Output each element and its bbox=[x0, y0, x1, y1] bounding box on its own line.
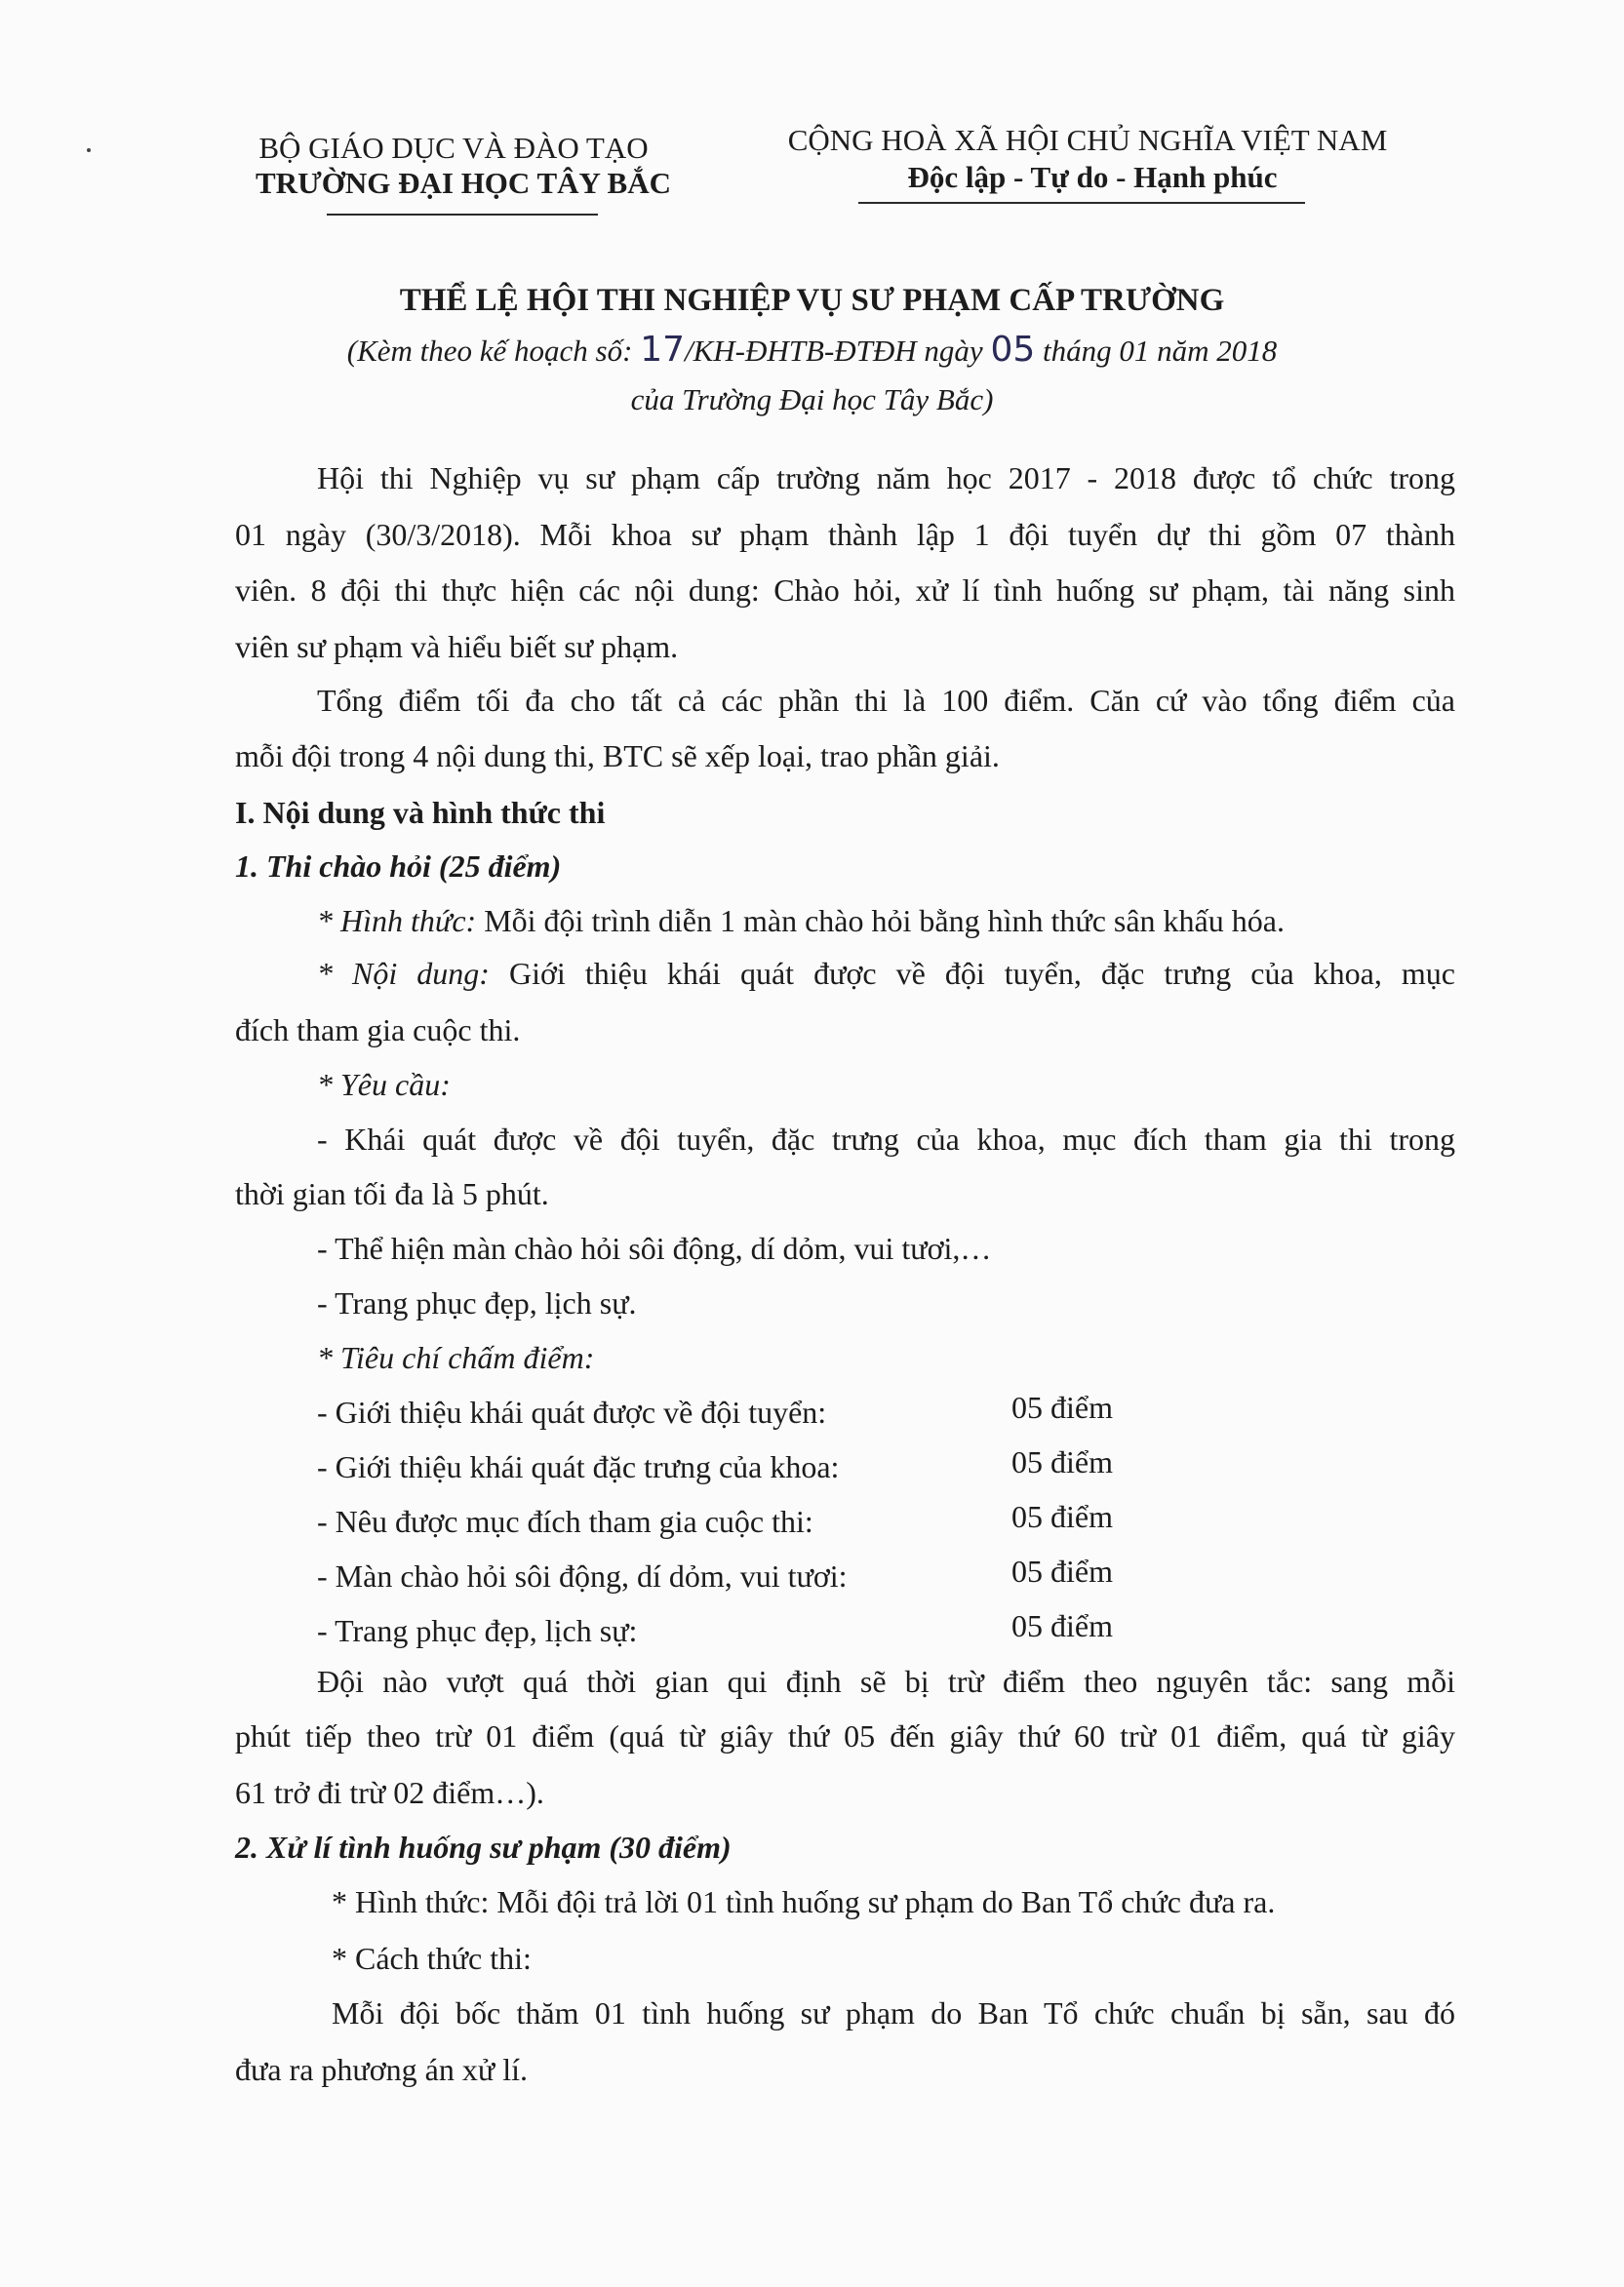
national-motto: Độc lập - Tự do - Hạnh phúc bbox=[907, 160, 1278, 194]
intro-line: viên sư phạm và hiểu biết sư phạm. bbox=[235, 629, 679, 664]
content-text: Giới thiệu khái quát được về đội tuyển, đặc trưng của khoa, mục bbox=[489, 956, 1455, 991]
criterion-score: 05 điểm bbox=[1011, 1608, 1113, 1643]
requirement-item: - Khái quát được về đội tuyển, đặc trưng của khoa, mục đích tham gia thi trong bbox=[317, 1122, 1455, 1157]
part1-content bbox=[317, 956, 1455, 992]
form-text: Mỗi đội trình diễn 1 màn chào hỏi bằng hình thức sân khấu hóa. bbox=[476, 903, 1285, 938]
document-title: THỂ LỆ HỘI THI NGHIỆP VỤ SƯ PHẠM CẤP TRƯỜNG bbox=[399, 283, 1225, 318]
criterion-score: 05 điểm bbox=[1011, 1390, 1113, 1425]
document-subtitle bbox=[234, 330, 1390, 370]
criterion-label: - Màn chào hỏi sôi động, dí dỏm, vui tươi: bbox=[317, 1558, 848, 1594]
requirement-item: - Trang phục đẹp, lịch sự. bbox=[317, 1285, 637, 1321]
intro-line: Tổng điểm tối đa cho tất cả các phần thi là 100 điểm. Căn cứ vào tổng điểm của bbox=[317, 683, 1455, 718]
header-right-underline bbox=[858, 202, 1305, 204]
criterion-label: - Trang phục đẹp, lịch sự: bbox=[317, 1613, 638, 1648]
part2-text: Mỗi đội bốc thăm 01 tình huống sư phạm do Ban Tổ chức chuẩn bị sẵn, sau đó bbox=[332, 1995, 1455, 2031]
intro-line: Hội thi Nghiệp vụ sư phạm cấp trường năm học 2017 - 2018 được tổ chức trong bbox=[317, 460, 1455, 495]
penalty-text: phút tiếp theo trừ 01 điểm (quá từ giây thứ 05 đến giây thứ 60 trừ 01 điểm, quá từ giây bbox=[235, 1718, 1455, 1754]
section-heading: I. Nội dung và hình thức thi bbox=[235, 795, 606, 830]
republic-name: CỘNG HOÀ XÃ HỘI CHỦ NGHĨA VIỆT NAM bbox=[787, 123, 1388, 157]
part1-heading: 1. Thi chào hỏi (25 điểm) bbox=[235, 848, 562, 884]
university-name: TRƯỜNG ĐẠI HỌC TÂY BẮC bbox=[256, 166, 671, 200]
header-left-underline bbox=[327, 214, 598, 216]
scan-speck bbox=[87, 148, 91, 152]
requirements-label: * Yêu cầu: bbox=[317, 1067, 451, 1102]
part1-form bbox=[317, 903, 1285, 939]
intro-line: mỗi đội trong 4 nội dung thi, BTC sẽ xếp loại, trao phần giải. bbox=[235, 738, 1000, 773]
criterion-score: 05 điểm bbox=[1011, 1554, 1113, 1589]
penalty-text: 61 trở đi trừ 02 điểm…). bbox=[235, 1775, 544, 1810]
penalty-text: Đội nào vượt quá thời gian qui định sẽ bị trừ điểm theo nguyên tắc: sang mỗi bbox=[317, 1664, 1455, 1699]
requirement-item-cont: thời gian tối đa là 5 phút. bbox=[235, 1176, 549, 1211]
subtitle-mid: /KH-ĐHTB-ĐTĐH ngày bbox=[685, 334, 983, 368]
document-subtitle-line2: của Trường Đại học Tây Bắc) bbox=[630, 382, 994, 416]
criteria-label: * Tiêu chí chấm điểm: bbox=[317, 1340, 595, 1375]
part2-method-label: * Cách thức thi: bbox=[332, 1941, 532, 1976]
criterion-label: - Nêu được mục đích tham gia cuộc thi: bbox=[317, 1504, 813, 1539]
criterion-score: 05 điểm bbox=[1011, 1444, 1113, 1479]
requirement-item: - Thể hiện màn chào hỏi sôi động, dí dỏm, vui tươi,… bbox=[317, 1231, 992, 1266]
part1-content-cont: đích tham gia cuộc thi. bbox=[235, 1012, 521, 1047]
handwritten-day: 05 bbox=[990, 330, 1036, 370]
intro-line: viên. 8 đội thi thực hiện các nội dung: Chào hỏi, xử lí tình huống sư phạm, tài năng sinh bbox=[235, 572, 1455, 608]
criterion-score: 05 điểm bbox=[1011, 1499, 1113, 1534]
intro-line: 01 ngày (30/3/2018). Mỗi khoa sư phạm thành lập 1 đội tuyển dự thi gồm 07 thành bbox=[235, 517, 1455, 552]
content-label: * Nội dung: bbox=[317, 956, 490, 991]
criterion-label: - Giới thiệu khái quát được về đội tuyển: bbox=[317, 1395, 827, 1430]
subtitle-prefix: (Kèm theo kế hoạch số: bbox=[346, 334, 633, 368]
part2-heading: 2. Xử lí tình huống sư phạm (30 điểm) bbox=[235, 1830, 732, 1865]
ministry-name: BỘ GIÁO DỤC VÀ ĐÀO TẠO bbox=[258, 131, 649, 165]
subtitle-suffix: tháng 01 năm 2018 bbox=[1043, 334, 1278, 368]
part2-form: * Hình thức: Mỗi đội trả lời 01 tình huống sư phạm do Ban Tổ chức đưa ra. bbox=[332, 1884, 1276, 1919]
criterion-label: - Giới thiệu khái quát đặc trưng của khoa: bbox=[317, 1449, 840, 1484]
form-label: * Hình thức: bbox=[317, 903, 477, 938]
part2-text: đưa ra phương án xử lí. bbox=[235, 2052, 528, 2087]
handwritten-plan-number: 17 bbox=[640, 330, 685, 370]
